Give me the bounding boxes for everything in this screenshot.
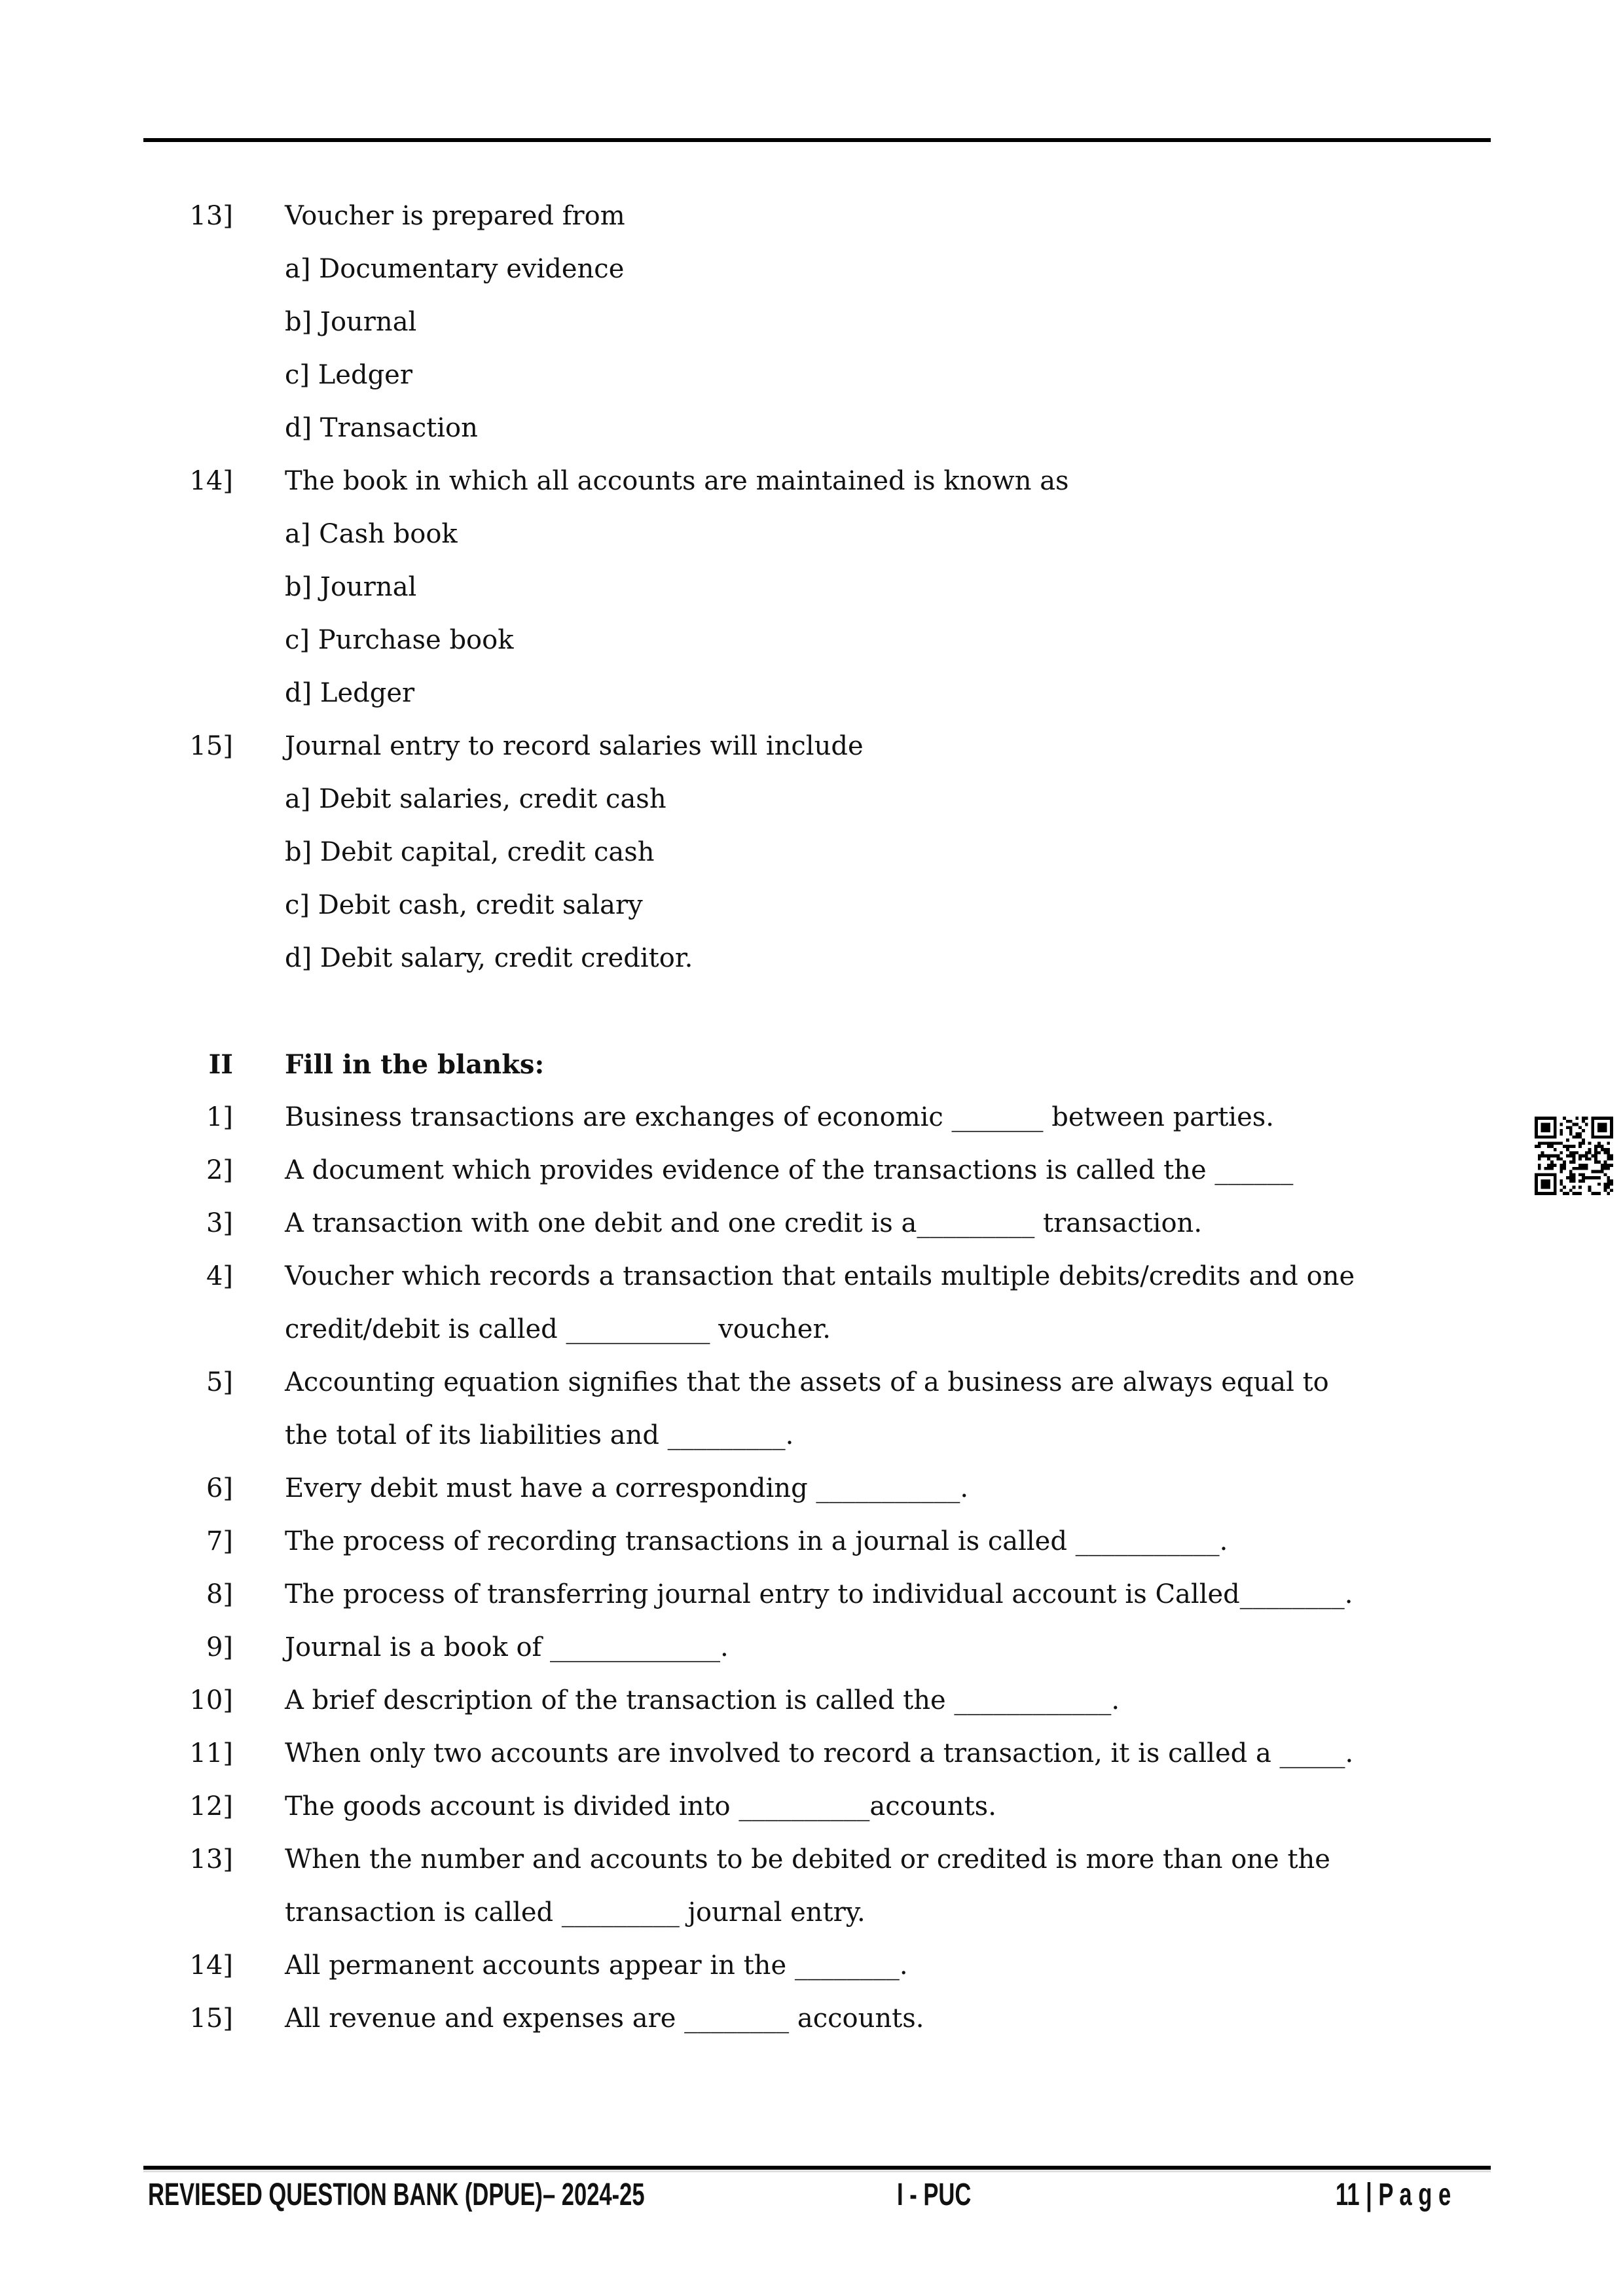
question-number: 14] [189,1950,233,1981]
fill-question [0,1197,1623,1250]
mcq-option-text: c] Debit cash, credit salary [285,890,643,920]
mcq-option-text: a] Documentary evidence [285,254,625,284]
fill-question [0,1780,1623,1833]
mcq-option [0,349,1623,402]
question-number: 10] [189,1685,233,1715]
mcq-question-text: Voucher is prepared from [285,201,625,231]
mcq-option [0,773,1623,826]
question-number: 15] [189,2003,233,2034]
mcq-option-text: d] Debit salary, credit creditor. [285,943,693,973]
mcq-option [0,508,1623,561]
mcq-option [0,402,1623,455]
fill-question [0,1621,1623,1674]
question-number: 13] [189,201,233,231]
fill-question [0,1674,1623,1727]
mcq-question [0,455,1623,508]
question-number: 2] [206,1155,233,1185]
fill-question [0,1727,1623,1780]
section-heading-text: Fill in the blanks: [285,1049,545,1080]
fill-question-text: A transaction with one debit and one credit is a_________ transaction. [285,1208,1203,1238]
question-number: 9] [206,1632,233,1662]
mcq-option [0,667,1623,720]
section-heading [0,1038,1623,1091]
fill-question-text: Every debit must have a corresponding ___________. [285,1473,969,1503]
fill-question [0,1992,1623,2045]
fill-question-text: When only two accounts are involved to record a transaction, it is called a _____. [285,1738,1354,1768]
fill-question-text: Journal is a book of _____________. [285,1632,729,1662]
footer-title: REVIESED QUESTION BANK (DPUE)– 2024-25 [148,2178,645,2212]
mcq-option-text: c] Purchase book [285,625,514,655]
mcq-option-text: a] Debit salaries, credit cash [285,784,666,814]
fill-question [0,1462,1623,1515]
mcq-option [0,614,1623,667]
question-number: 13] [189,1844,233,1874]
mcq-option [0,561,1623,614]
fill-question [0,1568,1623,1621]
mcq-option-text: c] Ledger [285,360,412,390]
mcq-option-text: d] Ledger [285,678,415,708]
question-number: 4] [206,1261,233,1291]
fill-question [0,1356,1623,1409]
spacer [0,985,1623,1038]
mcq-question-text: The book in which all accounts are maintained is known as [285,466,1069,496]
question-number: 7] [206,1526,233,1556]
mcq-option-text: d] Transaction [285,413,478,443]
fill-question-text: The process of recording transactions in a journal is called ___________. [285,1526,1228,1556]
fill-question [0,1515,1623,1568]
fill-question [0,1409,1623,1462]
mcq-option-text: b] Debit capital, credit cash [285,837,655,867]
mcq-question [0,190,1623,243]
question-number: 3] [206,1208,233,1238]
fill-question-text: credit/debit is called ___________ voucher. [285,1314,831,1344]
footer-page-number: 11 | P a g e [1336,2178,1451,2212]
fill-question [0,1091,1623,1144]
fill-question [0,1144,1623,1197]
fill-question-text: The process of transferring journal entry to individual account is Called________. [285,1579,1353,1609]
mcq-option [0,296,1623,349]
question-number: 11] [189,1738,233,1768]
mcq-option [0,932,1623,985]
question-number: 15] [189,731,233,761]
qr-code-icon [1535,1117,1613,1195]
fill-question [0,1886,1623,1939]
fill-question-text: Business transactions are exchanges of economic _______ between parties. [285,1102,1275,1132]
footer-rule [143,2166,1491,2170]
question-number: 5] [206,1367,233,1397]
question-number: 14] [189,466,233,496]
page-content [0,190,1623,2045]
mcq-option-text: b] Journal [285,307,417,337]
fill-question [0,1250,1623,1303]
fill-question-text: the total of its liabilities and _________. [285,1420,794,1450]
footer-class: I - PUC [897,2178,972,2212]
fill-question-text: All permanent accounts appear in the ________. [285,1950,908,1981]
mcq-question [0,720,1623,773]
mcq-question-text: Journal entry to record salaries will include [285,731,864,761]
mcq-option [0,826,1623,879]
fill-question [0,1939,1623,1992]
question-number: 12] [189,1791,233,1821]
mcq-option [0,879,1623,932]
question-number: 6] [206,1473,233,1503]
fill-question-text: transaction is called _________ journal entry. [285,1897,866,1928]
fill-question-text: All revenue and expenses are ________ accounts. [285,2003,924,2034]
header-rule [143,138,1491,142]
mcq-option-text: b] Journal [285,572,417,602]
fill-question [0,1833,1623,1886]
footer-rule-shadow [143,2170,1491,2172]
question-number: 8] [206,1579,233,1609]
fill-question-text: When the number and accounts to be debited or credited is more than one the [285,1844,1330,1874]
mcq-option [0,243,1623,296]
fill-question-text: A brief description of the transaction is called the ____________. [285,1685,1120,1715]
fill-question-text: Voucher which records a transaction that entails multiple debits/credits and one [285,1261,1355,1291]
question-number: 1] [206,1102,233,1132]
mcq-option-text: a] Cash book [285,519,458,549]
fill-question-text: Accounting equation signifies that the assets of a business are always equal to [285,1367,1329,1397]
fill-question-text: The goods account is divided into __________accounts. [285,1791,996,1821]
fill-question-text: A document which provides evidence of the transactions is called the ______ [285,1155,1294,1185]
question-number: II [208,1049,233,1080]
fill-question [0,1303,1623,1356]
